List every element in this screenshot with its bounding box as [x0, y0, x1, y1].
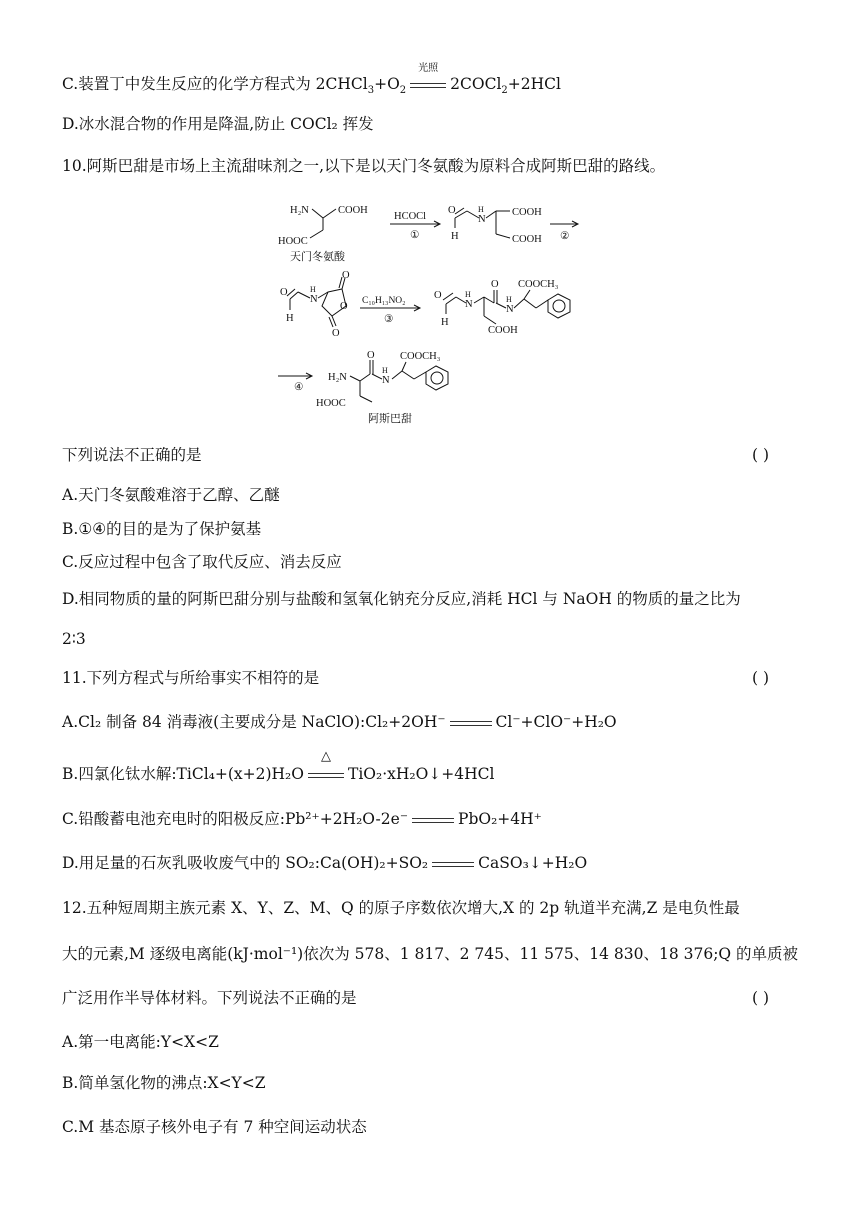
svg-text:O: O [342, 270, 350, 281]
q12-stem-line3: 广泛用作半导体材料。下列说法不正确的是 [62, 989, 357, 1007]
svg-text:H: H [310, 285, 316, 294]
svg-text:N: N [382, 375, 390, 386]
q10-option-d-cont: 2∶3 [62, 630, 86, 648]
q11-option-c: C.铅酸蓄电池充电时的阳极反应:Pb²⁺+2H₂O-2e⁻ PbO₂+4H⁺ [62, 810, 542, 828]
q10-option-b: B.①④的目的是为了保护氨基 [62, 520, 262, 538]
q11-answer-paren: ( ) [752, 669, 770, 687]
svg-text:COOH: COOH [338, 205, 368, 216]
q11-option-b: B.四氯化钛水解:TiCl₄+(x+2)H₂O △ TiO₂·xH₂O↓+4HCl [62, 749, 495, 783]
svg-text:O: O [367, 350, 375, 361]
svg-text:C₁₀H₁₃NO₂: C₁₀H₁₃NO₂ [362, 296, 406, 306]
svg-text:阿斯巴甜: 阿斯巴甜 [368, 413, 412, 425]
svg-text:H: H [465, 290, 471, 299]
svg-text:N: N [506, 304, 514, 315]
svg-text:④: ④ [294, 382, 304, 393]
q12-stem-line2: 大的元素,M 逐级电离能(kJ·mol⁻¹)依次为 578、1 817、2 745、11 575、14 830、18 376;Q 的单质被 [62, 945, 799, 963]
svg-text:N: N [465, 299, 473, 310]
q12-option-b: B.简单氢化物的沸点:X<Y<Z [62, 1074, 266, 1092]
svg-text:H: H [441, 317, 449, 328]
q10-question: 下列说法不正确的是 [62, 446, 202, 464]
svg-text:H: H [451, 231, 459, 242]
heat-equals-sign: △ [306, 765, 346, 785]
svg-text:O: O [280, 287, 288, 298]
svg-text:O: O [332, 328, 340, 339]
svg-text:HOOC: HOOC [316, 398, 346, 409]
svg-text:N: N [478, 214, 486, 225]
q11-option-a: A.Cl₂ 制备 84 消毒液(主要成分是 NaClO):Cl₂+2OH⁻ Cl⁻+ClO⁻+H₂O [62, 713, 617, 731]
synthesis-scheme [260, 196, 600, 430]
q10-answer-paren: ( ) [752, 446, 770, 464]
svg-text:H: H [382, 366, 388, 375]
q9-option-d: D.冰水混合物的作用是降温,防止 COCl₂ 挥发 [62, 115, 374, 133]
q10-option-c: C.反应过程中包含了取代反应、消去反应 [62, 553, 342, 571]
svg-text:①: ① [410, 230, 420, 241]
q12-option-c: C.M 基态原子核外电子有 7 种空间运动状态 [62, 1118, 367, 1136]
q11-stem: 11.下列方程式与所给事实不相符的是 [62, 669, 320, 687]
reaction-arrow: 光照 [408, 75, 448, 95]
equals-sign [448, 713, 494, 733]
svg-text:②: ② [560, 231, 570, 242]
svg-text:O: O [340, 301, 348, 312]
equals-sign [430, 854, 476, 874]
q12-answer-paren: ( ) [752, 989, 770, 1007]
svg-text:H: H [478, 205, 484, 214]
q10-option-d: D.相同物质的量的阿斯巴甜分别与盐酸和氢氧化钠充分反应,消耗 HCl 与 NaOH 的物质的量之比为 [62, 590, 741, 608]
svg-text:O: O [434, 290, 442, 301]
q9-option-c: C.装置丁中发生反应的化学方程式为 $2CHCl_3+O_2$ 光照 2COCl$_2$+2HCl [62, 63, 561, 97]
svg-text:COOCH₃: COOCH₃ [518, 279, 559, 290]
equals-sign [410, 810, 456, 830]
q12-stem-line1: 12.五种短周期主族元素 X、Y、Z、M、Q 的原子序数依次增大,X 的 2p 轨道半充满,Z 是电负性最 [62, 899, 740, 917]
svg-text:N: N [310, 294, 318, 305]
svg-text:H: H [286, 313, 294, 324]
q12-option-a: A.第一电离能:Y<X<Z [62, 1033, 219, 1051]
svg-text:COOCH₃: COOCH₃ [400, 351, 441, 362]
svg-text:天门冬氨酸: 天门冬氨酸 [290, 251, 345, 263]
svg-text:H₂N: H₂N [328, 372, 347, 383]
svg-text:COOH: COOH [512, 207, 542, 218]
svg-text:③: ③ [384, 314, 394, 325]
q11-option-d: D.用足量的石灰乳吸收废气中的 SO₂:Ca(OH)₂+SO₂ CaSO₃↓+H₂O [62, 854, 588, 872]
q10-option-a: A.天门冬氨酸难溶于乙醇、乙醚 [62, 486, 280, 504]
q10-stem: 10.阿斯巴甜是市场上主流甜味剂之一,以下是以天门冬氨酸为原料合成阿斯巴甜的路线。 [62, 157, 666, 175]
svg-text:H₂N: H₂N [290, 205, 309, 216]
svg-text:COOH: COOH [512, 234, 542, 245]
svg-text:HOOC: HOOC [278, 236, 308, 247]
svg-text:O: O [448, 205, 456, 216]
svg-text:H: H [506, 295, 512, 304]
svg-text:COOH: COOH [488, 325, 518, 336]
svg-text:HCOCl: HCOCl [394, 211, 427, 222]
svg-text:O: O [491, 279, 499, 290]
